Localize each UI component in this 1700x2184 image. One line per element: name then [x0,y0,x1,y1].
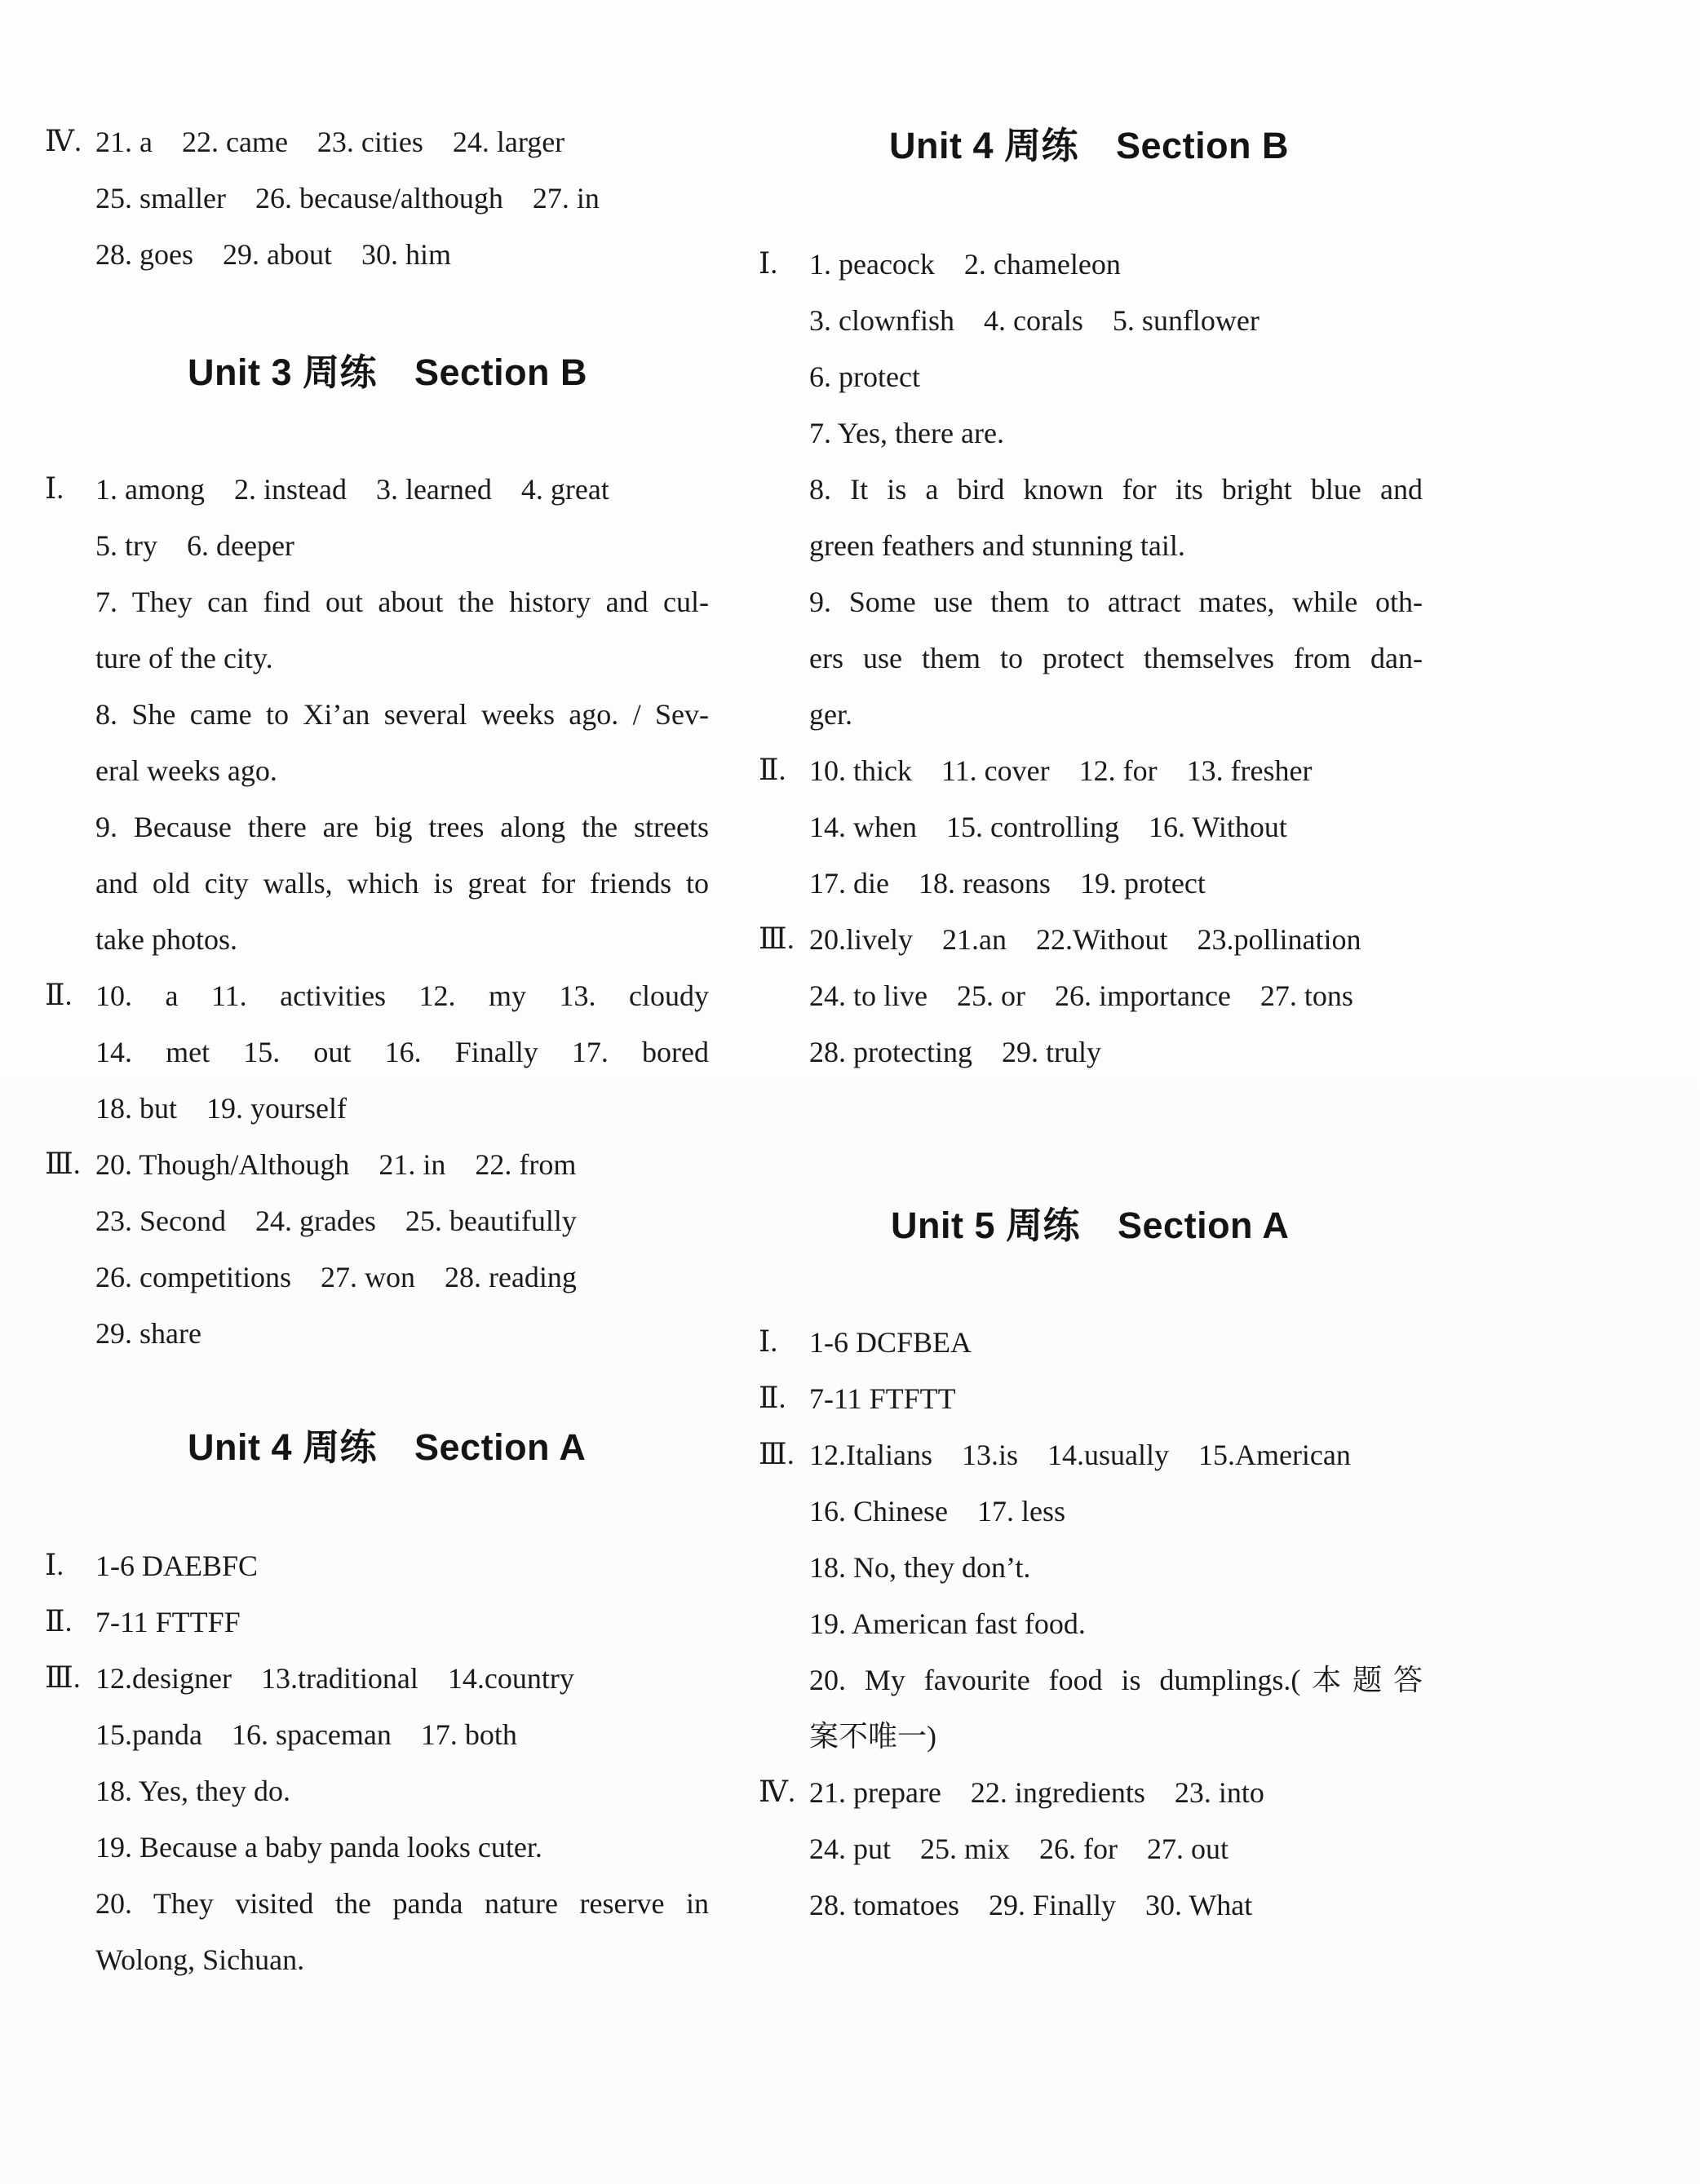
answer-line: 14. when 15. controlling 16. Without [809,811,1287,843]
answer-line: 10. a 11. activities 12. my 13. cloudy [95,979,709,1012]
answer-line: 20. Though/Although 21. in 22. from [95,1148,577,1181]
answer-line: 18. but 19. yourself [95,1092,347,1125]
answer-line: 7-11 FTTFF [95,1606,241,1638]
answer-line: 20.lively 21.an 22.Without 23.pollination [809,923,1361,956]
answer-line: 20. My favourite food is dumplings.(本题答 [809,1664,1423,1696]
heading-unit: Unit 4 周练 [188,1426,378,1468]
answer-line: 21. prepare 22. ingredients 23. into [809,1776,1264,1809]
answer-line: take photos. [95,923,237,956]
roman-numeral: Ⅱ. [45,1605,73,1638]
answer-line: 14. met 15. out 16. Finally 17. bored [95,1036,709,1068]
roman-numeral: Ⅰ. [759,247,778,280]
answer-line: ger. [809,698,852,731]
answer-line: green feathers and stunning tail. [809,529,1185,562]
answer-line: 19. American fast food. [809,1607,1086,1640]
roman-numeral: Ⅳ. [45,125,82,157]
answer-line: 7-11 FTFTT [809,1382,956,1415]
answer-line: ture of the city. [95,642,273,674]
roman-numeral: Ⅲ. [45,1661,81,1694]
answer-line: 17. die 18. reasons 19. protect [809,867,1206,900]
answer-line: 3. clownfish 4. corals 5. sunflower [809,304,1260,337]
section-heading [188,1417,586,1470]
section-heading [891,1196,1289,1249]
answer-line: 9. Some use them to attract mates, while oth- [809,586,1423,618]
answer-line: 18. Yes, they do. [95,1775,291,1807]
answer-line: 23. Second 24. grades 25. beautifully [95,1205,577,1237]
answer-line: and old city walls, which is great for friends to [95,867,709,900]
section-heading [889,116,1289,169]
roman-numeral: Ⅰ. [45,472,64,505]
answer-line: 12.Italians 13.is 14.usually 15.American [809,1439,1351,1471]
answer-line: 案不唯一) [809,1720,936,1753]
answer-line: 6. protect [809,360,920,393]
heading-section: Section B [414,351,588,393]
answer-line: 10. thick 11. cover 12. for 13. fresher [809,754,1313,787]
answer-line: 20. They visited the panda nature reserve in [95,1887,709,1920]
answer-line: 7. Yes, there are. [809,417,1004,449]
answer-line: 24. to live 25. or 26. importance 27. tons [809,979,1353,1012]
answer-line: 7. They can find out about the history and cul- [95,586,709,618]
answer-line: 24. put 25. mix 26. for 27. out [809,1833,1229,1865]
section-heading [188,343,587,396]
heading-section: Section B [1116,125,1290,166]
heading-unit: Unit 4 周练 [889,125,1079,166]
roman-numeral: Ⅳ. [759,1775,795,1808]
heading-section: Section A [414,1426,587,1468]
roman-numeral: Ⅲ. [759,922,795,955]
answer-line: 5. try 6. deeper [95,529,294,562]
roman-numeral: Ⅱ. [759,1382,786,1414]
answer-line: 26. competitions 27. won 28. reading [95,1261,577,1293]
roman-numeral: Ⅱ. [45,979,73,1011]
answer-line: 1. peacock 2. chameleon [809,248,1121,281]
answer-line: 1-6 DAEBFC [95,1550,259,1582]
answer-line: 18. No, they don’t. [809,1551,1031,1584]
heading-section: Section A [1118,1205,1290,1246]
answer-line: 1-6 DCFBEA [809,1326,972,1359]
answer-line: Wolong, Sichuan. [95,1943,305,1976]
answer-line: eral weeks ago. [95,754,277,787]
roman-numeral: Ⅲ. [759,1438,795,1470]
roman-numeral: Ⅲ. [45,1147,81,1180]
answer-line: 15.panda 16. spaceman 17. both [95,1718,517,1751]
answer-line: 9. Because there are big trees along the streets [95,811,709,843]
answer-line: 29. share [95,1317,201,1350]
heading-unit: Unit 5 周练 [891,1205,1081,1246]
roman-numeral: Ⅰ. [45,1549,64,1581]
answer-line: 8. It is a bird known for its bright blue and [809,473,1423,506]
answer-line: 28. tomatoes 29. Finally 30. What [809,1889,1253,1921]
answer-line: 25. smaller 26. because/although 27. in [95,182,600,214]
answer-line: 19. Because a baby panda looks cuter. [95,1831,542,1863]
roman-numeral: Ⅰ. [759,1325,778,1358]
answer-line: 1. among 2. instead 3. learned 4. great [95,473,609,506]
roman-numeral: Ⅱ. [759,754,786,786]
answer-line: 8. She came to Xi’an several weeks ago. / Sev- [95,698,709,731]
heading-unit: Unit 3 周练 [188,351,378,393]
answer-line: 16. Chinese 17. less [809,1495,1065,1527]
answer-line: 28. protecting 29. truly [809,1036,1101,1068]
answer-line: 28. goes 29. about 30. him [95,238,451,271]
answer-line: 12.designer 13.traditional 14.country [95,1662,574,1695]
answer-line: ers use them to protect themselves from dan- [809,642,1423,674]
answer-line: 21. a 22. came 23. cities 24. larger [95,126,565,158]
